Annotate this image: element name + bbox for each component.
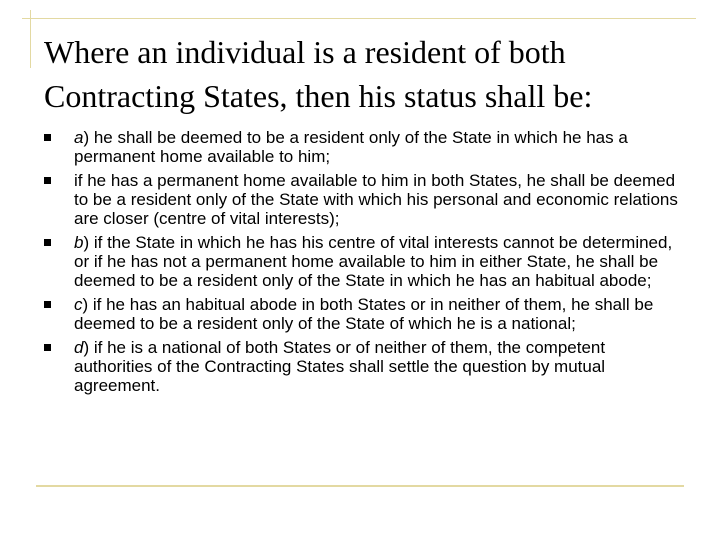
bullet-item-c (44, 295, 684, 333)
bullet-lead: b (74, 233, 84, 252)
bullet-list (44, 128, 684, 395)
square-bullet-icon (44, 344, 51, 351)
left-divider (30, 10, 31, 68)
bullet-lead: a (74, 128, 84, 147)
square-bullet-icon (44, 239, 51, 246)
square-bullet-icon (44, 134, 51, 141)
slide-title: Where an individual is a resident of both Contracting States, then his status shall be: (44, 34, 593, 114)
bullet-item-a (44, 128, 684, 166)
bullet-text: ) he shall be deemed to be a resident only of the State in which he has a permanent home available to him; (74, 128, 628, 166)
bullet-text: ) if the State in which he has his centre of vital interests cannot be determined, or if he has not a permanent home available to him in either State, he shall be deemed to be a resident only of the State in which he has an habitual abode; (74, 233, 673, 290)
bullet-item-centre-of-vital-interests (44, 171, 684, 228)
square-bullet-icon (44, 301, 51, 308)
bullet-text: if he has a permanent home available to him in both States, he shall be deemed to be a resident only of the State with which his personal and economic relations are closer (centre of vital interests); (74, 171, 678, 228)
bullet-lead: d (74, 338, 84, 357)
bullet-text: ) if he is a national of both States or of neither of them, the competent authorities of the Contracting States shall settle the question by mutual agreement. (74, 338, 606, 395)
bullet-lead: c (74, 295, 83, 314)
top-divider (22, 18, 696, 19)
bullet-item-d (44, 338, 684, 395)
bullet-text: ) if he has an habitual abode in both States or in neither of them, he shall be deemed to be a resident only of the State of which he is a national; (74, 295, 654, 333)
bullet-item-b (44, 233, 684, 290)
bottom-divider (36, 485, 684, 487)
square-bullet-icon (44, 177, 51, 184)
